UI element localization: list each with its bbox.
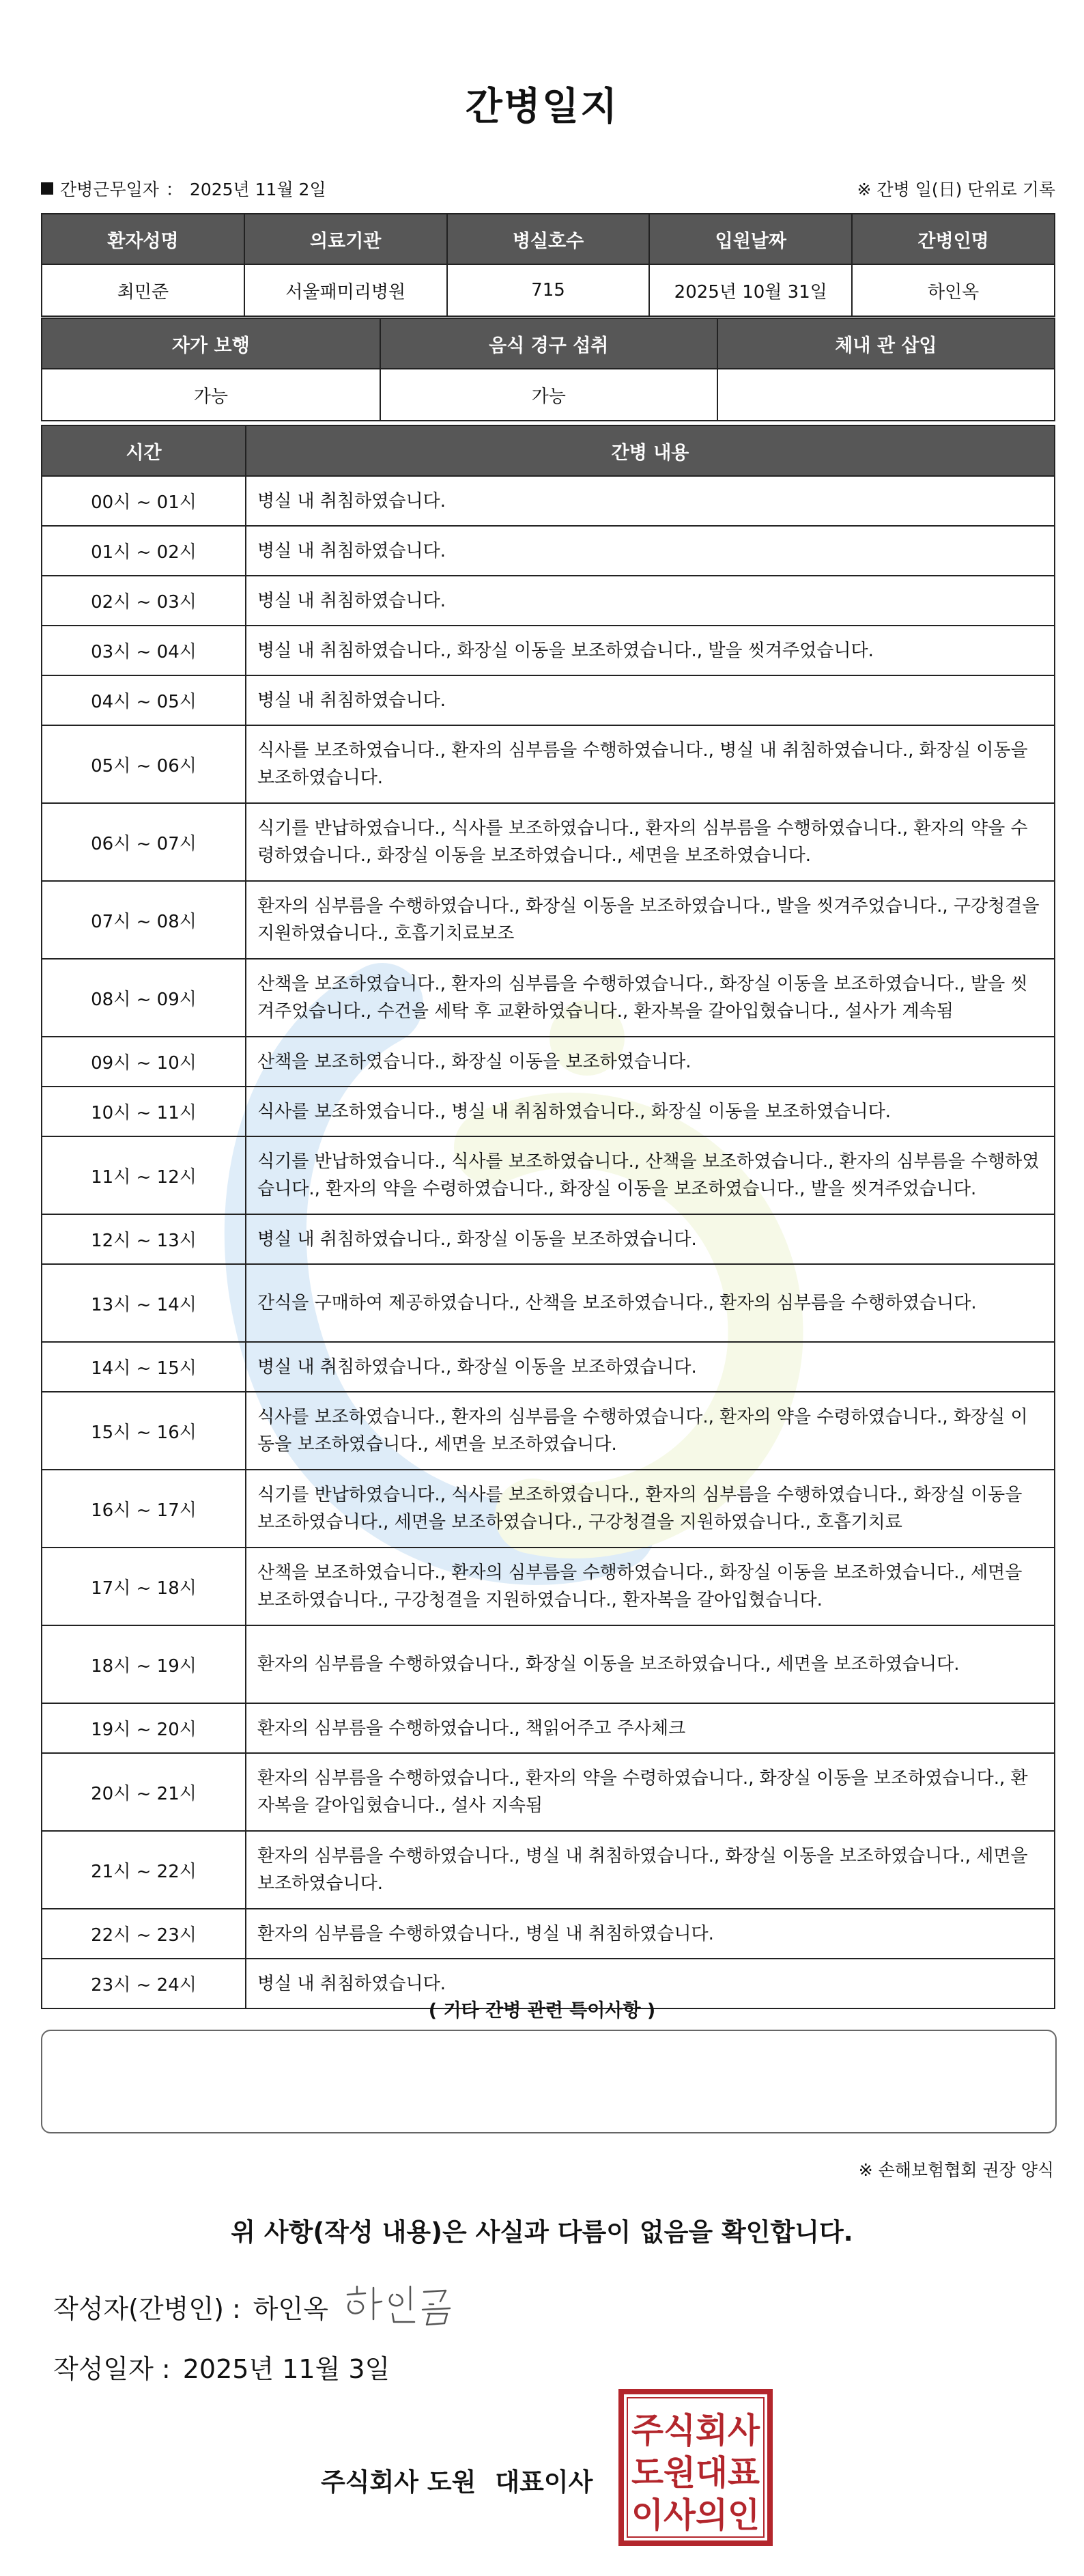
writer-label: 작성자(간병인) : (53, 2294, 241, 2324)
header-caregiver: 간병인명 (852, 214, 1055, 264)
svg-text:이사의인: 이사의인 (631, 2495, 760, 2535)
table-row (42, 526, 1055, 576)
time-cell: 11시 ~ 12시 (42, 1136, 246, 1214)
company-title: 대표이사 (495, 2467, 593, 2497)
work-date-separator: ： (165, 180, 183, 199)
care-content-cell: 산책을 보조하였습니다., 화장실 이동을 보조하였습니다. (246, 1037, 1055, 1087)
time-cell: 04시 ~ 05시 (42, 675, 246, 725)
care-content-cell: 병실 내 취침하였습니다. (246, 675, 1055, 725)
time-cell: 00시 ~ 01시 (42, 476, 246, 526)
page-title: 간병일지 (465, 85, 619, 129)
time-cell: 03시 ~ 04시 (42, 626, 246, 675)
time-cell: 02시 ~ 03시 (42, 576, 246, 626)
time-cell: 10시 ~ 11시 (42, 1087, 246, 1136)
care-content-cell: 병실 내 취침하였습니다. (246, 1959, 1055, 2008)
work-date-label: 간병근무일자 (60, 180, 159, 199)
table-row (42, 1831, 1055, 1909)
care-content-cell: 환자의 심부름을 수행하였습니다., 책읽어주고 주사체크 (246, 1703, 1055, 1753)
oral-intake-value: 가능 (380, 369, 717, 421)
table-row (42, 803, 1055, 881)
table-row (42, 1214, 1055, 1264)
table-row (42, 675, 1055, 725)
time-cell: 15시 ~ 16시 (42, 1392, 246, 1470)
care-content-cell: 병실 내 취침하였습니다. (246, 576, 1055, 626)
time-cell: 12시 ~ 13시 (42, 1214, 246, 1264)
meta-row (41, 175, 1055, 202)
time-cell: 06시 ~ 07시 (42, 803, 246, 881)
header-oral-intake: 음식 경구 섭취 (380, 318, 717, 369)
care-content-cell: 식사를 보조하였습니다., 병실 내 취침하였습니다., 화장실 이동을 보조하였습니다. (246, 1087, 1055, 1136)
writer-line (53, 2288, 328, 2325)
writer-name: 하인옥 (253, 2294, 328, 2324)
work-date-value: 2025년 11월 2일 (189, 180, 326, 199)
table-row (42, 1548, 1055, 1625)
time-cell: 09시 ~ 10시 (42, 1037, 246, 1087)
care-content-cell: 병실 내 취침하였습니다. (246, 476, 1055, 526)
caregiver-name: 하인옥 (852, 264, 1055, 316)
care-content-cell: 환자의 심부름을 수행하였습니다., 병실 내 취침하였습니다., 화장실 이동을 보조하였습니다., 세면을 보조하였습니다. (246, 1831, 1055, 1909)
header-tube-insertion: 체내 관 삽입 (717, 318, 1055, 369)
hospital-name: 서울패미리병원 (244, 264, 447, 316)
square-bullet-icon (41, 182, 53, 195)
table-row (42, 1703, 1055, 1753)
time-cell: 07시 ~ 08시 (42, 881, 246, 959)
header-admission-date: 입원날짜 (649, 214, 852, 264)
table-row (42, 1392, 1055, 1470)
time-cell: 20시 ~ 21시 (42, 1753, 246, 1831)
notes-box (41, 2030, 1057, 2133)
written-date-label: 작성일자 : (53, 2354, 171, 2384)
care-content-cell: 식기를 반납하였습니다., 식사를 보조하였습니다., 산책을 보조하였습니다., 환자의 심부름을 수행하였습니다., 환자의 약을 수령하였습니다., 화장실 이동을 보조하였습니다., 발을 씻겨주었습니다. (246, 1136, 1055, 1214)
table-row (42, 1136, 1055, 1214)
care-content-cell: 식사를 보조하였습니다., 환자의 심부름을 수행하였습니다., 환자의 약을 수령하였습니다., 화장실 이동을 보조하였습니다., 세면을 보조하였습니다. (246, 1392, 1055, 1470)
care-content-cell: 산책을 보조하였습니다., 환자의 심부름을 수행하였습니다., 화장실 이동을 보조하였습니다., 세면을 보조하였습니다., 구강청결을 지원하였습니다., 환자복을 갈아입혔습니다. (246, 1548, 1055, 1625)
care-content-cell: 식기를 반납하였습니다., 식사를 보조하였습니다., 환자의 심부름을 수행하였습니다., 화장실 이동을 보조하였습니다., 세면을 보조하였습니다., 구강청결을 지원하였습니다., 호흡기치료 (246, 1470, 1055, 1548)
table-row (42, 1087, 1055, 1136)
room-number: 715 (447, 264, 650, 316)
written-date-line (53, 2348, 390, 2385)
time-cell: 21시 ~ 22시 (42, 1831, 246, 1909)
care-content-cell: 환자의 심부름을 수행하였습니다., 병실 내 취침하였습니다. (246, 1909, 1055, 1959)
care-content-cell: 병실 내 취침하였습니다., 화장실 이동을 보조하였습니다. (246, 1214, 1055, 1264)
time-cell: 05시 ~ 06시 (42, 725, 246, 803)
time-cell: 01시 ~ 02시 (42, 526, 246, 576)
signature-image (338, 2274, 474, 2329)
company-line (321, 2461, 593, 2498)
table-row (42, 1037, 1055, 1087)
patient-condition-table (41, 318, 1055, 421)
header-time: 시간 (42, 425, 246, 476)
table-row (42, 1342, 1055, 1392)
header-patient-name: 환자성명 (42, 214, 244, 264)
care-content-cell: 병실 내 취침하였습니다., 화장실 이동을 보조하였습니다., 발을 씻겨주었습니다. (246, 626, 1055, 675)
patient-name: 최민준 (42, 264, 244, 316)
company-name: 주식회사 도원 (321, 2467, 476, 2497)
patient-info-table (41, 213, 1055, 317)
time-cell: 16시 ~ 17시 (42, 1470, 246, 1548)
care-content-cell: 환자의 심부름을 수행하였습니다., 환자의 약을 수령하였습니다., 화장실 이동을 보조하였습니다., 환자복을 갈아입혔습니다., 설사 지속됨 (246, 1753, 1055, 1831)
svg-text:도원대표: 도원대표 (631, 2453, 760, 2493)
notes-title: ( 기타 간병 관련 특이사항 ) (428, 2000, 656, 2021)
care-content-cell: 병실 내 취침하였습니다., 화장실 이동을 보조하였습니다. (246, 1342, 1055, 1392)
table-row (42, 1264, 1055, 1342)
time-cell: 17시 ~ 18시 (42, 1548, 246, 1625)
care-content-cell: 환자의 심부름을 수행하였습니다., 화장실 이동을 보조하였습니다., 발을 씻겨주었습니다., 구강청결을 지원하였습니다., 호흡기치료보조 (246, 881, 1055, 959)
time-cell: 13시 ~ 14시 (42, 1264, 246, 1342)
time-cell: 19시 ~ 20시 (42, 1703, 246, 1753)
header-self-walking: 자가 보행 (42, 318, 380, 369)
confirmation-statement: 위 사항(작성 내용)은 사실과 다름이 없음을 확인합니다. (231, 2217, 853, 2247)
table-row (42, 476, 1055, 526)
header-care-content: 간병 내용 (246, 425, 1055, 476)
table-row (42, 959, 1055, 1037)
self-walking-value: 가능 (42, 369, 380, 421)
header-room: 병실호수 (447, 214, 650, 264)
care-content-cell: 간식을 구매하여 제공하였습니다., 산책을 보조하였습니다., 환자의 심부름을 수행하였습니다. (246, 1264, 1055, 1342)
company-seal-icon (618, 2389, 773, 2546)
header-hospital: 의료기관 (244, 214, 447, 264)
form-note: ※ 손해보험협회 권장 양식 (858, 2160, 1054, 2180)
time-cell: 08시 ~ 09시 (42, 959, 246, 1037)
svg-text:주식회사: 주식회사 (631, 2411, 760, 2450)
work-date (41, 176, 326, 201)
table-row (42, 725, 1055, 803)
care-content-cell: 식사를 보조하였습니다., 환자의 심부름을 수행하였습니다., 병실 내 취침하였습니다., 화장실 이동을 보조하였습니다. (246, 725, 1055, 803)
table-row (42, 576, 1055, 626)
time-cell: 22시 ~ 23시 (42, 1909, 246, 1959)
care-content-cell: 병실 내 취침하였습니다. (246, 526, 1055, 576)
care-log-table (41, 425, 1055, 2009)
table-row (42, 881, 1055, 959)
care-content-cell: 식기를 반납하였습니다., 식사를 보조하였습니다., 환자의 심부름을 수행하였습니다., 환자의 약을 수령하였습니다., 화장실 이동을 보조하였습니다., 세면을 보조하였습니다. (246, 803, 1055, 881)
table-row (42, 626, 1055, 675)
time-cell: 18시 ~ 19시 (42, 1625, 246, 1703)
table-row (42, 1625, 1055, 1703)
written-date-value: 2025년 11월 3일 (182, 2354, 390, 2384)
time-cell: 14시 ~ 15시 (42, 1342, 246, 1392)
care-content-cell: 환자의 심부름을 수행하였습니다., 화장실 이동을 보조하였습니다., 세면을 보조하였습니다. (246, 1625, 1055, 1703)
time-cell: 23시 ~ 24시 (42, 1959, 246, 2008)
table-row (42, 1753, 1055, 1831)
table-row (42, 1470, 1055, 1548)
admission-date: 2025년 10월 31일 (649, 264, 852, 316)
tube-insertion-value (717, 369, 1055, 421)
table-row (42, 1909, 1055, 1959)
unit-note: ※ 간병 일(日) 단위로 기록 (857, 180, 1055, 199)
care-content-cell: 산책을 보조하였습니다., 환자의 심부름을 수행하였습니다., 화장실 이동을 보조하였습니다., 발을 씻겨주었습니다., 수건을 세탁 후 교환하였습니다., 환자복을 갈아입혔습니다., 설사가 계속됨 (246, 959, 1055, 1037)
